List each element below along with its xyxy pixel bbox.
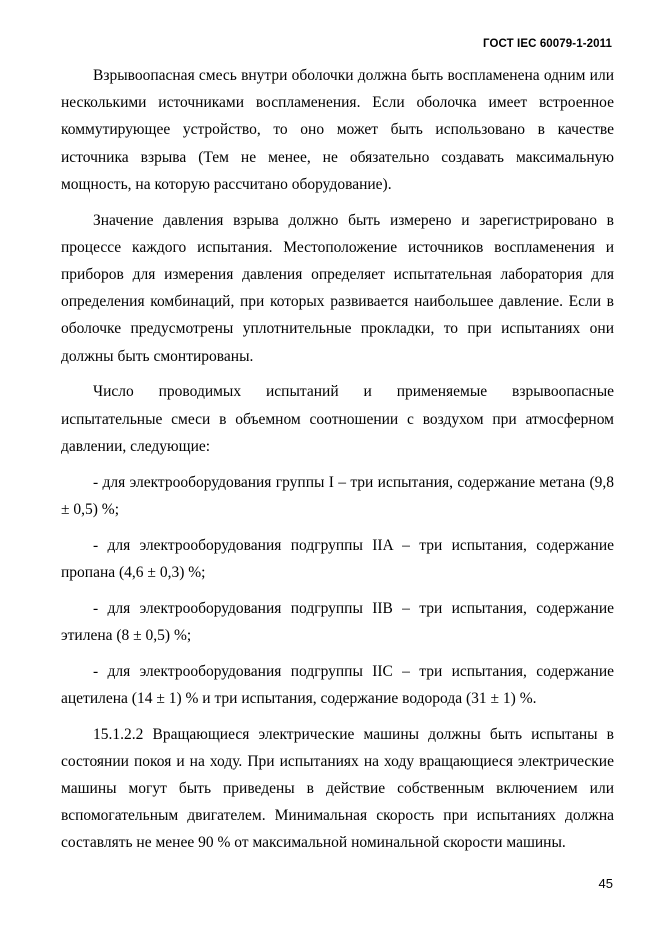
paragraph-test-count: Число проводимых испытаний и применяемые взрывоопасные испытательные смеси в объемном соотношении с воздухом при атмосферном давлении, следующие: (61, 383, 614, 455)
standard-designation: ГОСТ IEC 60079-1-2011 (483, 38, 612, 50)
list-item-group-i: - для электрооборудования группы I – три испытания, содержание метана (9,8 ± 0,5) %; (61, 473, 614, 518)
list-item-subgroup-iib: - для электрооборудования подгруппы IIB – три испытания, содержание этилена (8 ± 0,5) %; (61, 599, 614, 644)
list-item-subgroup-iia: - для электрооборудования подгруппы IIA – три испытания, содержание пропана (4,6 ± 0,3) %; (61, 536, 614, 581)
paragraph-ignition: Взрывоопасная смесь внутри оболочки должна быть воспламенена одним или несколькими источниками воспламенения. Если оболочка имеет встроенное коммутирующее устройство, то оно может быть использовано в качестве источника взрыва (Тем не менее, не обязательно создавать максимальную мощность, на которую рассчитано оборудование). (61, 67, 614, 193)
list-item-subgroup-iic: - для электрооборудования подгруппы IIC – три испытания, содержание ацетилена (14 ± 1) % и три испытания, содержание водорода (31 ± 1) %. (61, 662, 614, 707)
document-header (483, 38, 612, 50)
page-number: 45 (598, 876, 613, 891)
paragraph-pressure-measurement: Значение давления взрыва должно быть измерено и зарегистрировано в процессе каждого испытания. Местоположение источников воспламенения и приборов для измерения давления определяет испытательная лаборатория для определения комбинаций, при которых развивается наибольшее давление. Если в оболочке предусмотрены уплотнительные прокладки, то при испытаниях они должны быть смонтированы. (61, 211, 614, 365)
paragraph-rotating-machines: 15.1.2.2 Вращающиеся электрические машины должны быть испытаны в состоянии покоя и на ходу. При испытаниях на ходу вращающиеся электрические машины могут быть приведены в действие собственным включением или вспомогательным двигателем. Минимальная скорость при испытаниях должна составлять не менее 90 % от максимальной номинальной скорости машины. (61, 725, 614, 852)
document-body (61, 62, 614, 865)
